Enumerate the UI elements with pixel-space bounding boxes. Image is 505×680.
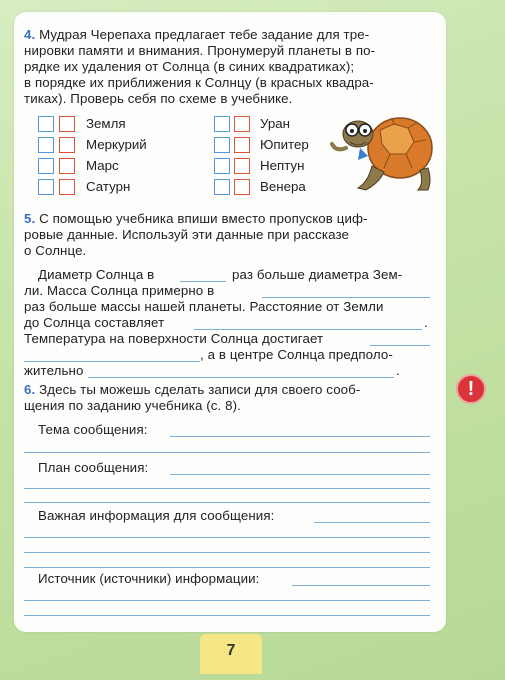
blank-distance[interactable] — [194, 329, 422, 330]
blank-center-temp[interactable] — [88, 377, 394, 378]
fill-center-temp-rest: жительно — [24, 363, 84, 378]
blue-box-venera[interactable] — [214, 179, 230, 195]
planet-neptun: Нептун — [260, 158, 305, 173]
fill-surface-temp-label: Температура на поверхности Солнца достигает — [24, 331, 324, 346]
red-box-yupiter[interactable] — [234, 137, 250, 153]
task6-line-2: щения по заданию учебника (с. 8). — [24, 398, 241, 413]
task4-number: 4. — [24, 27, 36, 42]
important-line-2[interactable] — [24, 537, 430, 538]
blue-box-uran[interactable] — [214, 116, 230, 132]
important-info-label: Важная информация для сообщения: — [38, 508, 275, 523]
task4-line-2: нировки памяти и внимания. Пронумеруй планеты в по- — [24, 43, 376, 58]
important-line-4[interactable] — [24, 567, 430, 568]
source-line-2[interactable] — [24, 600, 430, 601]
page-number: 7 — [200, 634, 262, 674]
blank-diameter[interactable] — [180, 281, 226, 282]
source-label: Источник (источники) информации: — [38, 571, 260, 586]
fill-distance-label: до Солнца составляет — [24, 315, 165, 330]
blue-box-neptun[interactable] — [214, 158, 230, 174]
fill-center-temp-end: . — [396, 363, 400, 378]
task4-line-1: 4. Мудрая Черепаха предлагает тебе задание для тре- — [24, 27, 370, 42]
fill-diameter-label: Диаметр Солнца в — [38, 267, 155, 282]
red-box-venera[interactable] — [234, 179, 250, 195]
task6-number: 6. — [24, 382, 36, 397]
wise-turtle-illustration — [328, 96, 438, 196]
topic-line-1[interactable] — [170, 436, 430, 437]
blue-box-mars[interactable] — [38, 158, 54, 174]
task5-line-2: ровые данные. Используй эти данные при рассказе — [24, 227, 349, 242]
blue-box-zemlya[interactable] — [38, 116, 54, 132]
fill-mass-rest: раз больше массы нашей планеты. Расстояние от Земли — [24, 299, 384, 314]
planet-zemlya: Земля — [86, 116, 126, 131]
topic-line-2[interactable] — [24, 452, 430, 453]
red-box-zemlya[interactable] — [59, 116, 75, 132]
attention-icon: ! — [456, 374, 486, 404]
plan-line-1[interactable] — [170, 474, 430, 475]
blue-box-merkuriy[interactable] — [38, 137, 54, 153]
important-line-3[interactable] — [24, 552, 430, 553]
planet-saturn: Сатурн — [86, 179, 131, 194]
task5-line-3: о Солнце. — [24, 243, 87, 258]
task4-line-4: в порядке их приближения к Солнцу (в красных квадра- — [24, 75, 374, 90]
task4-line-3: рядке их удаления от Солнца (в синих квадратиках); — [24, 59, 355, 74]
source-line-3[interactable] — [24, 615, 430, 616]
red-box-mars[interactable] — [59, 158, 75, 174]
red-box-saturn[interactable] — [59, 179, 75, 195]
planet-merkuriy: Меркурий — [86, 137, 147, 152]
important-line-1[interactable] — [314, 522, 430, 523]
fill-center-temp-label: , а в центре Солнца предполо- — [200, 347, 393, 362]
topic-label: Тема сообщения: — [38, 422, 148, 437]
task6-line-1: 6. Здесь ты можешь сделать записи для своего сооб- — [24, 382, 361, 397]
blue-box-yupiter[interactable] — [214, 137, 230, 153]
task5-number: 5. — [24, 211, 36, 226]
fill-mass-label: ли. Масса Солнца примерно в — [24, 283, 215, 298]
plan-label: План сообщения: — [38, 460, 149, 475]
plan-line-3[interactable] — [24, 502, 430, 503]
task5-line-1: 5. С помощью учебника впиши вместо пропусков циф- — [24, 211, 368, 226]
task4-line-5: тиках). Проверь себя по схеме в учебнике. — [24, 91, 293, 106]
planet-uran: Уран — [260, 116, 290, 131]
fill-distance-end: . — [424, 315, 428, 330]
blank-surface-temp-a[interactable] — [370, 345, 430, 346]
blank-mass[interactable] — [262, 297, 430, 298]
red-box-neptun[interactable] — [234, 158, 250, 174]
source-line-1[interactable] — [292, 585, 430, 586]
red-box-uran[interactable] — [234, 116, 250, 132]
red-box-merkuriy[interactable] — [59, 137, 75, 153]
planet-mars: Марс — [86, 158, 119, 173]
fill-diameter-rest: раз больше диаметра Зем- — [232, 267, 403, 282]
blank-surface-temp-b[interactable] — [24, 361, 200, 362]
blue-box-saturn[interactable] — [38, 179, 54, 195]
plan-line-2[interactable] — [24, 488, 430, 489]
planet-venera: Венера — [260, 179, 306, 194]
planet-yupiter: Юпитер — [260, 137, 309, 152]
